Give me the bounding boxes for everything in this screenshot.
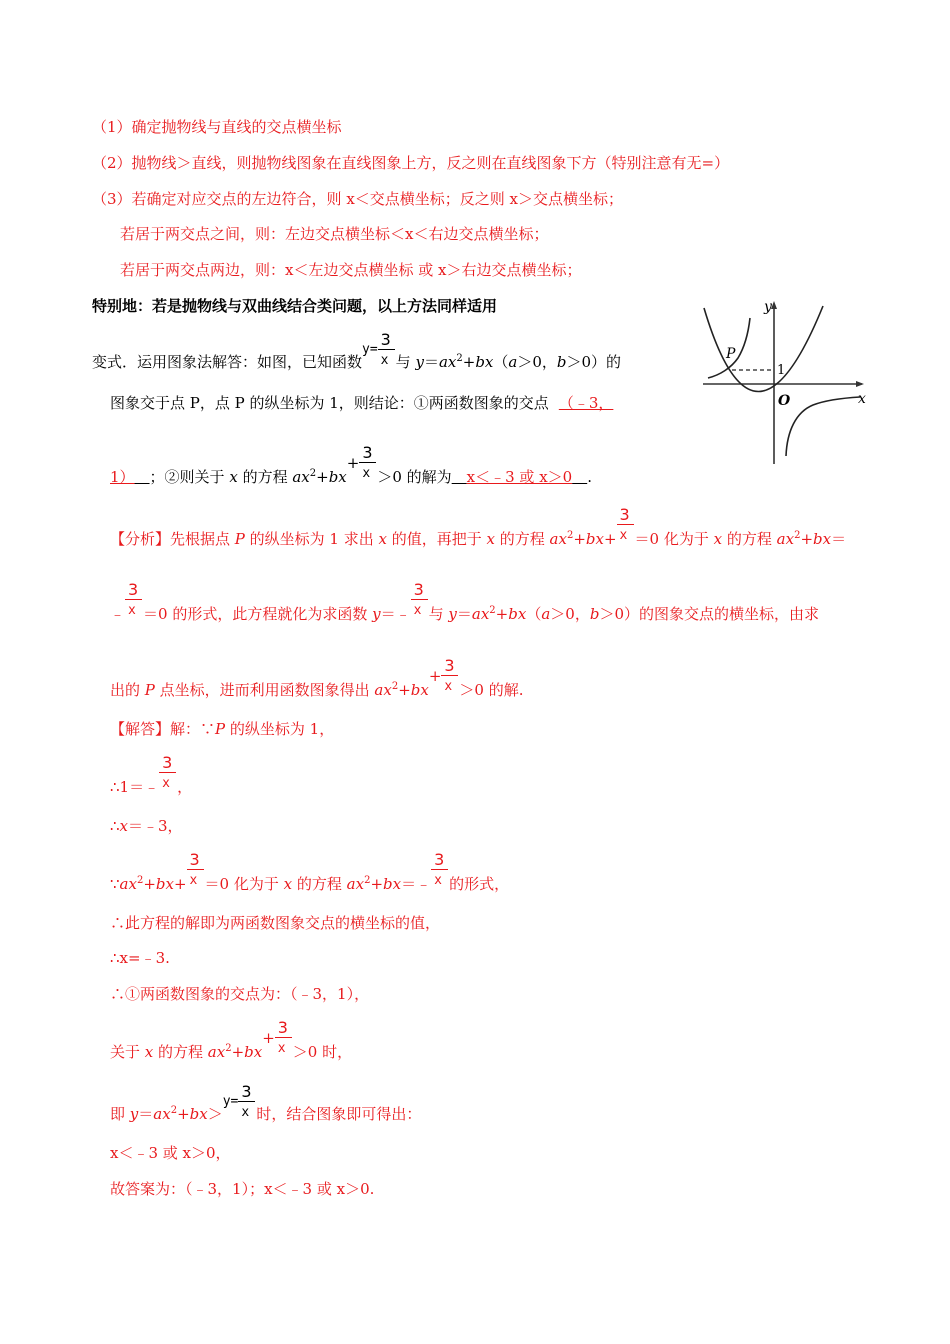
point-p-label: P	[726, 346, 736, 362]
solution-line-4: $\because ax^2+bx+$ $\frac{3}{x}$ ＝0 化为于 x 的方程 $ax^2+bx=﹣$ $\frac{3}{x}$ 的形式，	[110, 850, 510, 893]
parabola-curve	[704, 306, 823, 392]
x-axis-label: x	[858, 391, 866, 407]
step-3: （3）若确定对应交点的左边符合，则 x＜交点横坐标；反之则 x＞交点横坐标；	[92, 190, 624, 208]
origin-label: O	[778, 393, 791, 409]
step-1: （1）确定抛物线与直线的交点横坐标	[92, 118, 342, 136]
step-4: 若居于两交点之间，则：左边交点横坐标＜x＜右边交点横坐标；	[120, 225, 549, 243]
function-graph	[698, 296, 874, 466]
solution-line-8: 关于 x 的方程 $ax^2+bx+$ $\frac{3}{x}$ ＞0 时，	[110, 1018, 353, 1061]
fraction-3-over-x: $\frac{3}{x}$	[378, 354, 396, 374]
analysis-label: 【分析】	[110, 530, 171, 548]
analysis-line-1: 【分析】先根据点 P 的纵坐标为 1 求出 x 的值，再把于 x 的方程 $ax^2+bx+$ $\frac{3}{x}$ ＝0 化为于 x 的方程 $ax^2+bx=$	[110, 505, 847, 548]
problem-line-2-text: 图象交于点 P，点 P 的纵坐标为 1，则结论：①两函数图象的交点	[110, 394, 549, 412]
answer-1-part-a: （﹣3，	[558, 394, 614, 412]
tick-label-1: 1	[777, 363, 786, 378]
solution-line-2: ∴1＝﹣ $\frac{3}{x}$ ，	[110, 753, 193, 796]
analysis-line-3: 出的 P 点坐标，进而利用函数图象得出 $ax^2+bx+$ $\frac{3}{x}$ ＞0 的解.	[110, 656, 524, 699]
solution-line-9: 即 $y=ax^2+bx>y=$ $\frac{3}{x}$ 时，结合图象即可得出：	[110, 1082, 422, 1123]
solution-line-3: ∴x＝﹣3，	[110, 817, 183, 835]
step-5: 若居于两交点两边，则：x＜左边交点横坐标 或 x＞右边交点横坐标；	[120, 261, 582, 279]
answer-1-part-b: 1）	[110, 468, 135, 486]
solution-line-11: 故答案为：（﹣3，1）；x＜﹣3 或 x＞0.	[110, 1180, 375, 1198]
solution-line-1: 【解答】解：∵P 的纵坐标为 1，	[110, 720, 335, 738]
solution-line-10: x＜﹣3 或 x＞0，	[110, 1144, 231, 1162]
problem-line-1: 变式．运用图象法解答：如图，已知函数y= $\frac{3}{x}$ 与 $y=ax^2+bx(a>0$，b＞0）的	[92, 352, 621, 374]
solution-line-5: ∴此方程的解即为两函数图象交点的横坐标的值，	[110, 914, 441, 932]
step-2: （2）抛物线＞直线，则抛物线图象在直线图象上方，反之则在直线图象下方（特别注意有无=）	[92, 154, 730, 172]
problem-prefix: 变式．运用图象法解答：如图，已知函数	[92, 353, 363, 371]
answer-2: x＜﹣3 或 x＞0	[466, 468, 573, 486]
solution-line-6: ∴x=﹣3.	[110, 949, 170, 967]
solution-line-7: ∴①两函数图象的交点为：（﹣3，1），	[110, 985, 370, 1003]
problem-line-3: 1） ；②则关于 x 的方程 $ax^2+bx+$ $\frac{3}{x}$ ＞0 的解为 x＜﹣3 或 x＞0 .	[110, 443, 592, 486]
problem-line-2	[110, 393, 619, 413]
hyperbola-lower-branch	[786, 397, 860, 456]
analysis-line-2: ﹣ $\frac{3}{x}$ ＝0 的形式，此方程就化为求函数 y＝﹣ $\frac{3}{x}$ 与 $y=ax^2+bx(a>0$，b＞0）的图象交点的横坐标，由求	[110, 580, 819, 623]
solution-label: 【解答】	[110, 720, 171, 738]
special-note: 特别地：若是抛物线与双曲线结合类问题，以上方法同样适用	[92, 297, 498, 315]
y-axis-label: y	[764, 299, 772, 315]
